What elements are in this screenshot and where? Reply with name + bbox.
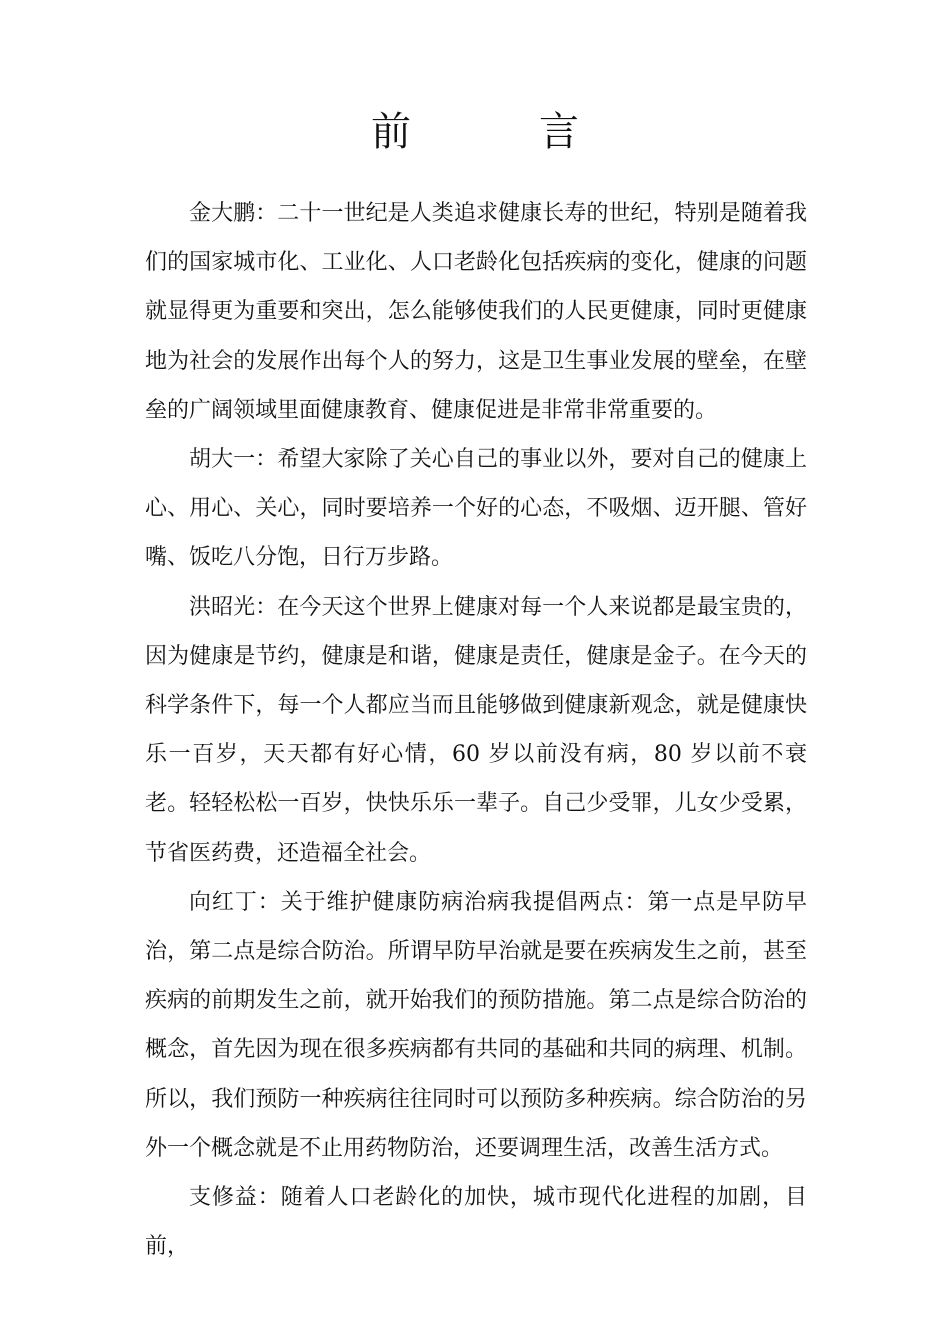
body-text (145, 189, 807, 1271)
paragraph-zhi-xiuyi: 支修益：随着人口老龄化的加快，城市现代化进程的加剧，目前， (145, 1185, 807, 1260)
paragraph-xiang-hongding: 向红丁：关于维护健康防病治病我提倡两点：第一点是早防早治，第二点是综合防治。所谓早防早治就是要在疾病发生之前，甚至疾病的前期发生之前，就开始我们的预防措施。第二点是综合防治的概念，首先因为现在很多疾病都有共同的基础和共同的病理、机制。所以，我们预防一种疾病往往同时可以预防多种疾病。综合防治的另外一个概念就是不止用药物防治，还要调理生活，改善生活方式。 (145, 889, 807, 1161)
paragraph-jin-dapeng: 金大鹏：二十一世纪是人类追求健康长寿的世纪，特别是随着我们的国家城市化、工业化、人口老龄化包括疾病的变化，健康的问题就显得更为重要和突出，怎么能够使我们的人民更健康，同时更健康地为社会的发展作出每个人的努力，这是卫生事业发展的壁垒，在壁垒的广阔领域里面健康教育、健康促进是非常非常重要的。 (145, 201, 807, 423)
paragraph-hu-dayi: 胡大一：希望大家除了关心自己的事业以外，要对自己的健康上心、用心、关心，同时要培养一个好的心态，不吸烟、迈开腿、管好嘴、饭吃八分饱，日行万步路。 (145, 447, 807, 571)
title-char-2: 言 (539, 109, 579, 155)
paragraph-hong-zhaoguang: 洪昭光：在今天这个世界上健康对每一个人来说都是最宝贵的，因为健康是节约，健康是和谐，健康是责任，健康是金子。在今天的科学条件下，每一个人都应当而且能够做到健康新观念，就是健康快乐一百岁，天天都有好心情，60 岁以前没有病，80 岁以前不衰老。轻轻松松一百岁，快快乐乐一辈子。自己少受罪，儿女少受累，节省医药费，还造福全社会。 (145, 594, 807, 866)
title-char-1: 前 (371, 109, 411, 155)
page-title (0, 104, 950, 160)
